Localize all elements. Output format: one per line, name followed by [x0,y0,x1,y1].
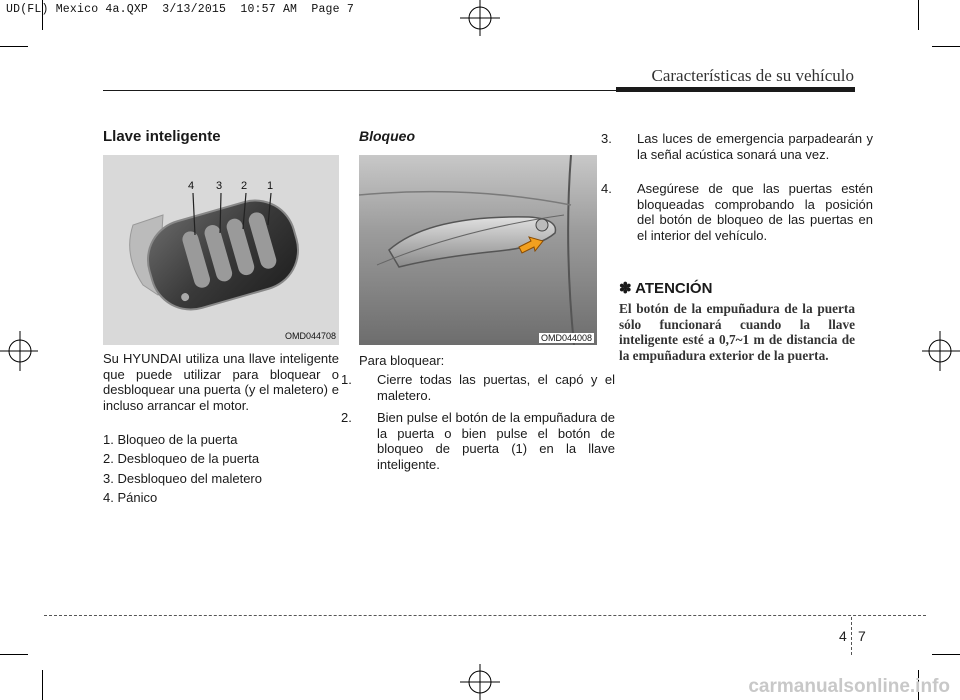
image-code: OMD044708 [284,331,336,341]
section-heading-locking: Bloqueo [359,128,415,144]
step-2 [341,410,615,472]
header-rule-thick [616,87,855,92]
print-slug: UD(FL) Mexico 4a.QXP 3/13/2015 10:57 AM Page 7 [6,3,354,16]
crop-mark [42,670,43,700]
crop-mark [932,654,960,655]
step-number: 3. [601,131,612,146]
step-text: Las luces de emergencia parpadearán y la señal acústica sonará una vez. [637,131,873,162]
list-item: 3. Desbloqueo del maletero [103,471,262,486]
step-number: 2. [341,410,352,425]
step-text: Cierre todas las puertas, el capó y el maletero. [377,372,615,403]
step-number: 4. [601,181,612,196]
chapter-title: Características de su vehículo [651,66,854,85]
registration-mark-right [920,326,960,376]
callout-2: 2 [241,180,248,192]
section-number: 4 [839,628,847,644]
crop-mark [0,654,28,655]
warning-text: El botón de la empuñadura de la puerta sólo funcionará cuando la llave inteligente esté a 0,7~1 m de distancia de la empuñadura exterior de la puerta. [619,301,855,363]
step-3 [601,131,873,162]
section-heading-smart-key: Llave inteligente [103,128,221,145]
door-handle-illustration [359,155,597,345]
registration-mark-top [455,0,505,40]
smart-key-image [103,155,339,345]
crop-mark [0,46,28,47]
registration-mark-left [0,326,40,376]
watermark: carmanualsonline.info [748,676,950,697]
callout-4: 4 [188,180,195,192]
list-item: 4. Pánico [103,490,158,505]
footer-page-separator [851,617,852,655]
registration-mark-bottom [455,660,505,700]
page-number: 7 [858,628,866,644]
list-item: 2. Desbloqueo de la puerta [103,451,260,466]
list-item: 1. Bloqueo de la puerta [103,432,238,447]
step-1 [341,372,615,403]
crop-mark [918,0,919,30]
callout-1: 1 [267,180,274,192]
door-handle-image [359,155,597,345]
step-text: Asegúrese de que las puertas estén bloqueadas comprobando la posición del botón de bloqueo de las puertas en el interior del vehículo. [637,181,873,243]
warning-title: ✽ ATENCIÓN [619,280,713,297]
intro-text: Para bloquear: [359,353,445,368]
footer-divider [44,615,926,616]
step-4 [601,181,873,243]
step-number: 1. [341,372,352,387]
smart-key-paragraph: Su HYUNDAI utiliza una llave inteligente que puede utilizar para bloquear o desbloquear una puerta (y el maletero) e incluso arrancar el motor. [103,351,339,413]
step-text: Bien pulse el botón de la empuñadura de la puerta o bien pulse el botón de bloqueo de puerta (1) en la llave inteligente. [377,410,615,472]
callout-3: 3 [216,180,223,192]
crop-mark [932,46,960,47]
image-code: OMD044008 [541,333,593,343]
